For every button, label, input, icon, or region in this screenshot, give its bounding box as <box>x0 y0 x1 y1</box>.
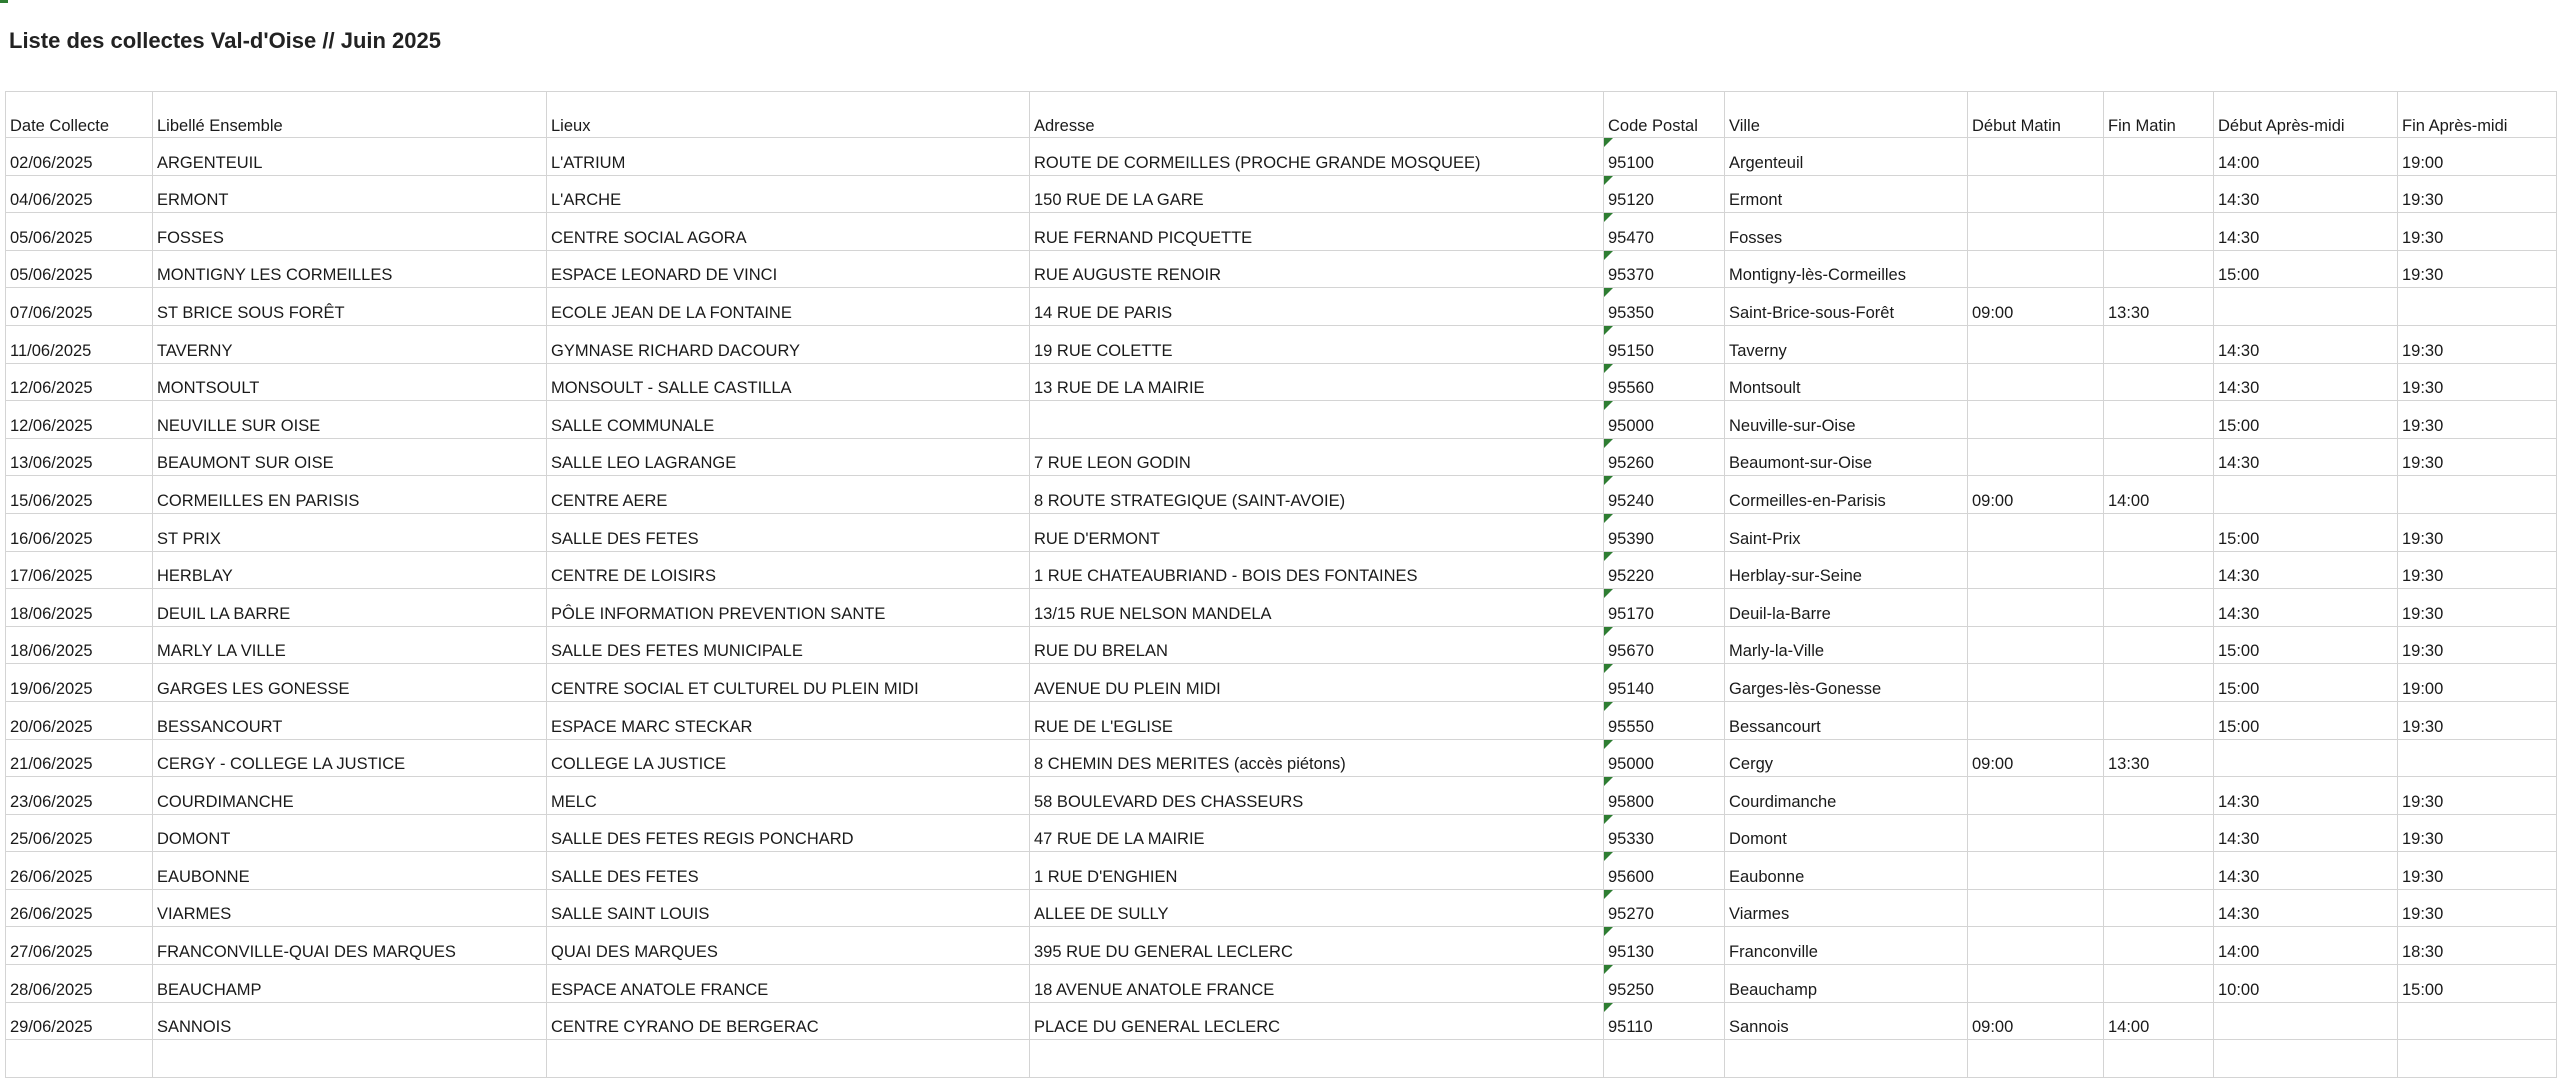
code-postal-cell[interactable]: 95000 <box>1604 401 1725 439</box>
fin-apres-midi-cell[interactable] <box>2398 476 2557 514</box>
date-cell[interactable]: 23/06/2025 <box>6 777 153 815</box>
code-postal-cell[interactable]: 95800 <box>1604 777 1725 815</box>
lieux-cell[interactable]: MONSOULT - SALLE CASTILLA <box>547 363 1030 401</box>
adresse-cell[interactable]: 1 RUE CHATEAUBRIAND - BOIS DES FONTAINES <box>1030 551 1604 589</box>
debut-apres-midi-cell[interactable] <box>2214 288 2398 326</box>
date-cell[interactable]: 21/06/2025 <box>6 739 153 777</box>
adresse-cell[interactable]: 1 RUE D'ENGHIEN <box>1030 852 1604 890</box>
debut-apres-midi-cell[interactable]: 15:00 <box>2214 250 2398 288</box>
code-postal-cell[interactable]: 95260 <box>1604 438 1725 476</box>
adresse-cell[interactable]: RUE AUGUSTE RENOIR <box>1030 250 1604 288</box>
debut-matin-cell[interactable] <box>1968 401 2104 439</box>
fin-apres-midi-cell[interactable] <box>2398 739 2557 777</box>
date-cell[interactable]: 11/06/2025 <box>6 325 153 363</box>
date-cell[interactable]: 16/06/2025 <box>6 513 153 551</box>
code-postal-cell[interactable]: 95550 <box>1604 701 1725 739</box>
ville-cell[interactable]: Bessancourt <box>1725 701 1968 739</box>
table-row <box>6 288 2557 326</box>
ville-cell[interactable]: Argenteuil <box>1725 138 1968 176</box>
table-row <box>6 213 2557 251</box>
header-fin-matin[interactable]: Fin Matin <box>2104 92 2214 138</box>
table-row <box>6 438 2557 476</box>
lieux-cell[interactable]: PÔLE INFORMATION PREVENTION SANTE <box>547 589 1030 627</box>
debut-apres-midi-cell[interactable]: 14:30 <box>2214 551 2398 589</box>
fin-apres-midi-cell[interactable]: 19:30 <box>2398 401 2557 439</box>
table-row <box>6 1002 2557 1040</box>
debut-matin-cell[interactable]: 09:00 <box>1968 739 2104 777</box>
debut-apres-midi-cell[interactable]: 14:30 <box>2214 438 2398 476</box>
ville-cell[interactable]: Montsoult <box>1725 363 1968 401</box>
debut-matin-cell[interactable] <box>1968 438 2104 476</box>
libelle-cell[interactable]: DEUIL LA BARRE <box>153 589 547 627</box>
fin-matin-cell[interactable] <box>2104 138 2214 176</box>
libelle-cell[interactable]: MARLY LA VILLE <box>153 626 547 664</box>
code-postal-cell[interactable]: 95600 <box>1604 852 1725 890</box>
fin-apres-midi-cell[interactable] <box>2398 1002 2557 1040</box>
libelle-cell[interactable]: EAUBONNE <box>153 852 547 890</box>
adresse-cell[interactable]: 14 RUE DE PARIS <box>1030 288 1604 326</box>
code-postal-cell[interactable]: 95000 <box>1604 739 1725 777</box>
fin-apres-midi-cell[interactable]: 19:30 <box>2398 589 2557 627</box>
date-cell[interactable]: 13/06/2025 <box>6 438 153 476</box>
debut-matin-cell[interactable] <box>1968 551 2104 589</box>
lieux-cell[interactable]: SALLE SAINT LOUIS <box>547 889 1030 927</box>
debut-apres-midi-cell[interactable]: 10:00 <box>2214 965 2398 1003</box>
ville-cell[interactable]: Eaubonne <box>1725 852 1968 890</box>
table-row <box>6 476 2557 514</box>
lieux-cell[interactable]: CENTRE DE LOISIRS <box>547 551 1030 589</box>
adresse-cell[interactable]: ALLEE DE SULLY <box>1030 889 1604 927</box>
code-postal-cell[interactable]: 95240 <box>1604 476 1725 514</box>
ville-cell[interactable]: Garges-lès-Gonesse <box>1725 664 1968 702</box>
header-date-collecte[interactable]: Date Collecte <box>6 92 153 138</box>
table-row <box>6 401 2557 439</box>
lieux-cell[interactable]: MELC <box>547 777 1030 815</box>
fin-matin-cell[interactable] <box>2104 213 2214 251</box>
header-code-postal[interactable]: Code Postal <box>1604 92 1725 138</box>
table-row <box>6 701 2557 739</box>
debut-matin-cell[interactable] <box>1968 927 2104 965</box>
fin-matin-cell[interactable] <box>2104 814 2214 852</box>
code-postal-cell[interactable]: 95330 <box>1604 814 1725 852</box>
debut-matin-cell[interactable] <box>1968 626 2104 664</box>
debut-matin-cell[interactable]: 09:00 <box>1968 1002 2104 1040</box>
table-row <box>6 626 2557 664</box>
lieux-cell[interactable]: CENTRE SOCIAL ET CULTUREL DU PLEIN MIDI <box>547 664 1030 702</box>
libelle-cell[interactable]: FRANCONVILLE-QUAI DES MARQUES <box>153 927 547 965</box>
debut-apres-midi-cell[interactable]: 15:00 <box>2214 513 2398 551</box>
code-postal-cell[interactable]: 95350 <box>1604 288 1725 326</box>
table-body <box>6 138 2557 1078</box>
date-cell[interactable]: 20/06/2025 <box>6 701 153 739</box>
empty-cell[interactable] <box>1030 1040 1604 1078</box>
table-row <box>6 927 2557 965</box>
date-cell[interactable]: 04/06/2025 <box>6 175 153 213</box>
ville-cell[interactable]: Viarmes <box>1725 889 1968 927</box>
ville-cell[interactable]: Taverny <box>1725 325 1968 363</box>
lieux-cell[interactable]: SALLE DES FETES MUNICIPALE <box>547 626 1030 664</box>
date-cell[interactable]: 05/06/2025 <box>6 213 153 251</box>
code-postal-cell[interactable]: 95370 <box>1604 250 1725 288</box>
code-postal-cell[interactable]: 95110 <box>1604 1002 1725 1040</box>
adresse-cell[interactable]: PLACE DU GENERAL LECLERC <box>1030 1002 1604 1040</box>
libelle-cell[interactable]: MONTSOULT <box>153 363 547 401</box>
table-row <box>6 814 2557 852</box>
header-row <box>6 92 2557 138</box>
fin-apres-midi-cell[interactable]: 19:30 <box>2398 626 2557 664</box>
adresse-cell[interactable]: 18 AVENUE ANATOLE FRANCE <box>1030 965 1604 1003</box>
header-ville[interactable]: Ville <box>1725 92 1968 138</box>
debut-matin-cell[interactable] <box>1968 814 2104 852</box>
fin-matin-cell[interactable] <box>2104 965 2214 1003</box>
date-cell[interactable]: 27/06/2025 <box>6 927 153 965</box>
code-postal-cell[interactable]: 95560 <box>1604 363 1725 401</box>
fin-apres-midi-cell[interactable]: 19:30 <box>2398 213 2557 251</box>
ville-cell[interactable]: Sannois <box>1725 1002 1968 1040</box>
code-postal-cell[interactable]: 95390 <box>1604 513 1725 551</box>
libelle-cell[interactable]: TAVERNY <box>153 325 547 363</box>
code-postal-cell[interactable]: 95670 <box>1604 626 1725 664</box>
code-postal-cell[interactable]: 95100 <box>1604 138 1725 176</box>
table-row <box>6 250 2557 288</box>
sheet-title: Liste des collectes Val-d'Oise // Juin 2025 <box>9 28 441 53</box>
ville-cell[interactable]: Domont <box>1725 814 1968 852</box>
spreadsheet-grid <box>5 91 2556 1037</box>
date-cell[interactable]: 25/06/2025 <box>6 814 153 852</box>
fin-matin-cell[interactable] <box>2104 589 2214 627</box>
ville-cell[interactable]: Cergy <box>1725 739 1968 777</box>
adresse-cell[interactable]: AVENUE DU PLEIN MIDI <box>1030 664 1604 702</box>
libelle-cell[interactable]: FOSSES <box>153 213 547 251</box>
fin-matin-cell[interactable]: 13:30 <box>2104 739 2214 777</box>
code-postal-cell[interactable]: 95140 <box>1604 664 1725 702</box>
header-fin-apres-midi[interactable]: Fin Après-midi <box>2398 92 2557 138</box>
header-libelle-ensemble[interactable]: Libellé Ensemble <box>153 92 547 138</box>
lieux-cell[interactable]: ESPACE ANATOLE FRANCE <box>547 965 1030 1003</box>
date-cell[interactable]: 26/06/2025 <box>6 852 153 890</box>
debut-matin-cell[interactable] <box>1968 852 2104 890</box>
lieux-cell[interactable]: L'ATRIUM <box>547 138 1030 176</box>
debut-matin-cell[interactable] <box>1968 138 2104 176</box>
debut-apres-midi-cell[interactable]: 14:30 <box>2214 777 2398 815</box>
debut-apres-midi-cell[interactable]: 14:30 <box>2214 589 2398 627</box>
table-row <box>6 965 2557 1003</box>
libelle-cell[interactable]: BESSANCOURT <box>153 701 547 739</box>
lieux-cell[interactable]: SALLE DES FETES <box>547 513 1030 551</box>
fin-matin-cell[interactable]: 13:30 <box>2104 288 2214 326</box>
fin-apres-midi-cell[interactable]: 18:30 <box>2398 927 2557 965</box>
fin-apres-midi-cell[interactable] <box>2398 288 2557 326</box>
header-lieux[interactable]: Lieux <box>547 92 1030 138</box>
adresse-cell[interactable]: 19 RUE COLETTE <box>1030 325 1604 363</box>
fin-apres-midi-cell[interactable]: 19:30 <box>2398 363 2557 401</box>
adresse-cell[interactable]: RUE D'ERMONT <box>1030 513 1604 551</box>
fin-matin-cell[interactable] <box>2104 889 2214 927</box>
fin-matin-cell[interactable]: 14:00 <box>2104 476 2214 514</box>
empty-cell[interactable] <box>1604 1040 1725 1078</box>
libelle-cell[interactable]: VIARMES <box>153 889 547 927</box>
debut-matin-cell[interactable] <box>1968 213 2104 251</box>
ville-cell[interactable]: Ermont <box>1725 175 1968 213</box>
fin-apres-midi-cell[interactable]: 19:30 <box>2398 814 2557 852</box>
fin-matin-cell[interactable] <box>2104 363 2214 401</box>
adresse-cell[interactable]: 8 CHEMIN DES MERITES (accès piétons) <box>1030 739 1604 777</box>
libelle-cell[interactable]: COURDIMANCHE <box>153 777 547 815</box>
date-cell[interactable]: 07/06/2025 <box>6 288 153 326</box>
lieux-cell[interactable]: ESPACE MARC STECKAR <box>547 701 1030 739</box>
debut-matin-cell[interactable]: 09:00 <box>1968 476 2104 514</box>
debut-matin-cell[interactable] <box>1968 664 2104 702</box>
adresse-cell[interactable]: RUE FERNAND PICQUETTE <box>1030 213 1604 251</box>
date-cell[interactable]: 29/06/2025 <box>6 1002 153 1040</box>
lieux-cell[interactable]: SALLE DES FETES <box>547 852 1030 890</box>
table-row <box>6 363 2557 401</box>
date-cell[interactable]: 12/06/2025 <box>6 401 153 439</box>
code-postal-cell[interactable]: 95220 <box>1604 551 1725 589</box>
fin-matin-cell[interactable] <box>2104 513 2214 551</box>
lieux-cell[interactable]: GYMNASE RICHARD DACOURY <box>547 325 1030 363</box>
table-row <box>6 551 2557 589</box>
empty-cell[interactable] <box>2214 1040 2398 1078</box>
empty-cell[interactable] <box>1725 1040 1968 1078</box>
empty-cell[interactable] <box>6 1040 153 1078</box>
ville-cell[interactable]: Deuil-la-Barre <box>1725 589 1968 627</box>
date-cell[interactable]: 28/06/2025 <box>6 965 153 1003</box>
libelle-cell[interactable]: NEUVILLE SUR OISE <box>153 401 547 439</box>
fin-apres-midi-cell[interactable]: 19:30 <box>2398 513 2557 551</box>
lieux-cell[interactable]: CENTRE AERE <box>547 476 1030 514</box>
debut-matin-cell[interactable] <box>1968 363 2104 401</box>
ville-cell[interactable]: Beauchamp <box>1725 965 1968 1003</box>
fin-matin-cell[interactable] <box>2104 664 2214 702</box>
fin-apres-midi-cell[interactable]: 19:30 <box>2398 701 2557 739</box>
lieux-cell[interactable]: CENTRE CYRANO DE BERGERAC <box>547 1002 1030 1040</box>
date-cell[interactable]: 19/06/2025 <box>6 664 153 702</box>
header-adresse[interactable]: Adresse <box>1030 92 1604 138</box>
ville-cell[interactable]: Cormeilles-en-Parisis <box>1725 476 1968 514</box>
fin-apres-midi-cell[interactable]: 19:30 <box>2398 889 2557 927</box>
adresse-cell[interactable]: 8 ROUTE STRATEGIQUE (SAINT-AVOIE) <box>1030 476 1604 514</box>
libelle-cell[interactable]: CORMEILLES EN PARISIS <box>153 476 547 514</box>
empty-cell[interactable] <box>547 1040 1030 1078</box>
empty-cell[interactable] <box>2398 1040 2557 1078</box>
libelle-cell[interactable]: ERMONT <box>153 175 547 213</box>
fin-apres-midi-cell[interactable]: 19:30 <box>2398 852 2557 890</box>
adresse-cell[interactable]: RUE DU BRELAN <box>1030 626 1604 664</box>
code-postal-cell[interactable]: 95170 <box>1604 589 1725 627</box>
libelle-cell[interactable]: DOMONT <box>153 814 547 852</box>
date-cell[interactable]: 17/06/2025 <box>6 551 153 589</box>
code-postal-cell[interactable]: 95150 <box>1604 325 1725 363</box>
fin-matin-cell[interactable] <box>2104 701 2214 739</box>
lieux-cell[interactable]: COLLEGE LA JUSTICE <box>547 739 1030 777</box>
debut-apres-midi-cell[interactable]: 14:30 <box>2214 889 2398 927</box>
libelle-cell[interactable]: SANNOIS <box>153 1002 547 1040</box>
lieux-cell[interactable]: L'ARCHE <box>547 175 1030 213</box>
debut-apres-midi-cell[interactable]: 14:00 <box>2214 927 2398 965</box>
empty-cell[interactable] <box>153 1040 547 1078</box>
libelle-cell[interactable]: BEAUCHAMP <box>153 965 547 1003</box>
ville-cell[interactable]: Montigny-lès-Cormeilles <box>1725 250 1968 288</box>
code-postal-cell[interactable]: 95250 <box>1604 965 1725 1003</box>
fin-matin-cell[interactable] <box>2104 777 2214 815</box>
header-debut-apres-midi[interactable]: Début Après-midi <box>2214 92 2398 138</box>
fin-apres-midi-cell[interactable]: 15:00 <box>2398 965 2557 1003</box>
empty-cell[interactable] <box>1968 1040 2104 1078</box>
libelle-cell[interactable]: MONTIGNY LES CORMEILLES <box>153 250 547 288</box>
debut-apres-midi-cell[interactable]: 14:30 <box>2214 325 2398 363</box>
libelle-cell[interactable]: HERBLAY <box>153 551 547 589</box>
date-cell[interactable]: 26/06/2025 <box>6 889 153 927</box>
fin-matin-cell[interactable] <box>2104 325 2214 363</box>
ville-cell[interactable]: Marly-la-Ville <box>1725 626 1968 664</box>
ville-cell[interactable]: Franconville <box>1725 927 1968 965</box>
fin-matin-cell[interactable] <box>2104 175 2214 213</box>
adresse-cell[interactable]: 7 RUE LEON GODIN <box>1030 438 1604 476</box>
table-row <box>6 889 2557 927</box>
fin-matin-cell[interactable]: 14:00 <box>2104 1002 2214 1040</box>
date-cell[interactable]: 02/06/2025 <box>6 138 153 176</box>
adresse-cell[interactable]: 13/15 RUE NELSON MANDELA <box>1030 589 1604 627</box>
debut-matin-cell[interactable] <box>1968 325 2104 363</box>
debut-apres-midi-cell[interactable]: 14:00 <box>2214 138 2398 176</box>
fin-apres-midi-cell[interactable]: 19:30 <box>2398 250 2557 288</box>
fin-matin-cell[interactable] <box>2104 852 2214 890</box>
table-row <box>6 138 2557 176</box>
debut-apres-midi-cell[interactable]: 14:30 <box>2214 363 2398 401</box>
debut-apres-midi-cell[interactable]: 15:00 <box>2214 701 2398 739</box>
table-row <box>6 175 2557 213</box>
libelle-cell[interactable]: CERGY - COLLEGE LA JUSTICE <box>153 739 547 777</box>
debut-matin-cell[interactable] <box>1968 250 2104 288</box>
lieux-cell[interactable]: QUAI DES MARQUES <box>547 927 1030 965</box>
libelle-cell[interactable]: ARGENTEUIL <box>153 138 547 176</box>
table-row <box>6 325 2557 363</box>
fin-matin-cell[interactable] <box>2104 551 2214 589</box>
fin-matin-cell[interactable] <box>2104 438 2214 476</box>
lieux-cell[interactable]: SALLE DES FETES REGIS PONCHARD <box>547 814 1030 852</box>
debut-matin-cell[interactable]: 09:00 <box>1968 288 2104 326</box>
table-row <box>6 852 2557 890</box>
adresse-cell[interactable]: RUE DE L'EGLISE <box>1030 701 1604 739</box>
debut-apres-midi-cell[interactable]: 14:30 <box>2214 175 2398 213</box>
adresse-cell[interactable]: 58 BOULEVARD DES CHASSEURS <box>1030 777 1604 815</box>
fin-matin-cell[interactable] <box>2104 401 2214 439</box>
debut-apres-midi-cell[interactable] <box>2214 739 2398 777</box>
fin-apres-midi-cell[interactable]: 19:30 <box>2398 438 2557 476</box>
fin-apres-midi-cell[interactable]: 19:30 <box>2398 777 2557 815</box>
ville-cell[interactable]: Saint-Prix <box>1725 513 1968 551</box>
header-debut-matin[interactable]: Début Matin <box>1968 92 2104 138</box>
date-cell[interactable]: 12/06/2025 <box>6 363 153 401</box>
ville-cell[interactable]: Neuville-sur-Oise <box>1725 401 1968 439</box>
debut-apres-midi-cell[interactable]: 15:00 <box>2214 626 2398 664</box>
debut-apres-midi-cell[interactable]: 14:30 <box>2214 814 2398 852</box>
table-row <box>6 777 2557 815</box>
libelle-cell[interactable]: BEAUMONT SUR OISE <box>153 438 547 476</box>
adresse-cell[interactable] <box>1030 401 1604 439</box>
adresse-cell[interactable]: 47 RUE DE LA MAIRIE <box>1030 814 1604 852</box>
adresse-cell[interactable]: 395 RUE DU GENERAL LECLERC <box>1030 927 1604 965</box>
fin-matin-cell[interactable] <box>2104 927 2214 965</box>
ville-cell[interactable]: Fosses <box>1725 213 1968 251</box>
fin-apres-midi-cell[interactable]: 19:00 <box>2398 138 2557 176</box>
fin-apres-midi-cell[interactable]: 19:30 <box>2398 551 2557 589</box>
debut-apres-midi-cell[interactable] <box>2214 1002 2398 1040</box>
debut-matin-cell[interactable] <box>1968 965 2104 1003</box>
lieux-cell[interactable]: CENTRE SOCIAL AGORA <box>547 213 1030 251</box>
date-cell[interactable]: 18/06/2025 <box>6 626 153 664</box>
debut-matin-cell[interactable] <box>1968 777 2104 815</box>
debut-matin-cell[interactable] <box>1968 513 2104 551</box>
date-cell[interactable]: 05/06/2025 <box>6 250 153 288</box>
debut-apres-midi-cell[interactable]: 15:00 <box>2214 401 2398 439</box>
libelle-cell[interactable]: GARGES LES GONESSE <box>153 664 547 702</box>
adresse-cell[interactable]: ROUTE DE CORMEILLES (PROCHE GRANDE MOSQUEE) <box>1030 138 1604 176</box>
fin-matin-cell[interactable] <box>2104 626 2214 664</box>
table-row <box>6 664 2557 702</box>
code-postal-cell[interactable]: 95120 <box>1604 175 1725 213</box>
fin-apres-midi-cell[interactable]: 19:00 <box>2398 664 2557 702</box>
collection-table <box>5 91 2557 1078</box>
ville-cell[interactable]: Beaumont-sur-Oise <box>1725 438 1968 476</box>
adresse-cell[interactable]: 13 RUE DE LA MAIRIE <box>1030 363 1604 401</box>
fin-apres-midi-cell[interactable]: 19:30 <box>2398 175 2557 213</box>
code-postal-cell[interactable]: 95270 <box>1604 889 1725 927</box>
debut-matin-cell[interactable] <box>1968 889 2104 927</box>
table-row <box>6 589 2557 627</box>
debut-matin-cell[interactable] <box>1968 701 2104 739</box>
debut-apres-midi-cell[interactable]: 14:30 <box>2214 213 2398 251</box>
lieux-cell[interactable]: ECOLE JEAN DE LA FONTAINE <box>547 288 1030 326</box>
date-cell[interactable]: 18/06/2025 <box>6 589 153 627</box>
libelle-cell[interactable]: ST PRIX <box>153 513 547 551</box>
debut-apres-midi-cell[interactable]: 14:30 <box>2214 852 2398 890</box>
debut-apres-midi-cell[interactable]: 15:00 <box>2214 664 2398 702</box>
code-postal-cell[interactable]: 95130 <box>1604 927 1725 965</box>
empty-row <box>6 1040 2557 1078</box>
ville-cell[interactable]: Saint-Brice-sous-Forêt <box>1725 288 1968 326</box>
date-cell[interactable]: 15/06/2025 <box>6 476 153 514</box>
active-cell-corner-marker <box>0 0 8 3</box>
code-postal-cell[interactable]: 95470 <box>1604 213 1725 251</box>
debut-matin-cell[interactable] <box>1968 175 2104 213</box>
ville-cell[interactable]: Courdimanche <box>1725 777 1968 815</box>
libelle-cell[interactable]: ST BRICE SOUS FORÊT <box>153 288 547 326</box>
adresse-cell[interactable]: 150 RUE DE LA GARE <box>1030 175 1604 213</box>
table-row <box>6 739 2557 777</box>
debut-matin-cell[interactable] <box>1968 589 2104 627</box>
fin-apres-midi-cell[interactable]: 19:30 <box>2398 325 2557 363</box>
empty-cell[interactable] <box>2104 1040 2214 1078</box>
table-row <box>6 513 2557 551</box>
debut-apres-midi-cell[interactable] <box>2214 476 2398 514</box>
lieux-cell[interactable]: SALLE COMMUNALE <box>547 401 1030 439</box>
lieux-cell[interactable]: ESPACE LEONARD DE VINCI <box>547 250 1030 288</box>
lieux-cell[interactable]: SALLE LEO LAGRANGE <box>547 438 1030 476</box>
ville-cell[interactable]: Herblay-sur-Seine <box>1725 551 1968 589</box>
fin-matin-cell[interactable] <box>2104 250 2214 288</box>
